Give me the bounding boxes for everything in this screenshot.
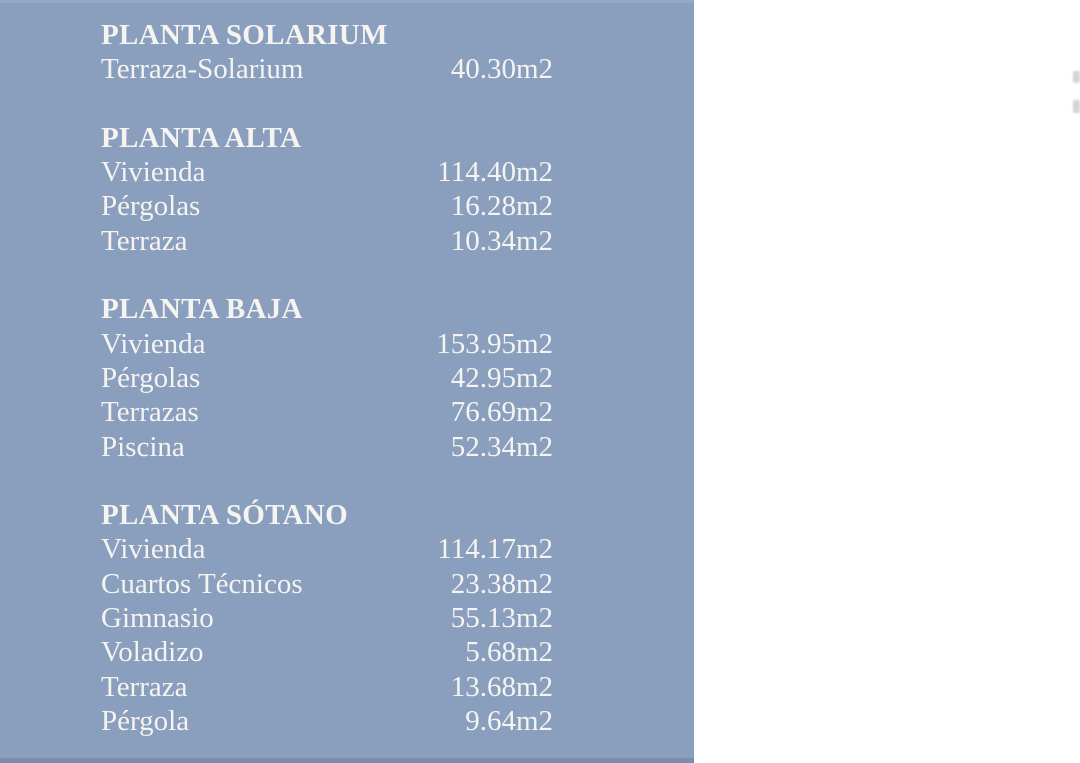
area-label: Voladizo — [101, 636, 204, 669]
area-row — [101, 327, 553, 361]
section-header-row — [101, 121, 553, 155]
area-label: Terraza-Solarium — [101, 53, 304, 86]
section-planta-solarium — [0, 18, 694, 87]
cropped-glyph-artifact — [1073, 71, 1080, 83]
area-row — [101, 189, 553, 223]
area-row — [101, 635, 553, 669]
area-label: Terraza — [101, 224, 188, 257]
cropped-glyph-artifact — [1073, 100, 1080, 113]
area-value: 13.68m2 — [450, 670, 553, 703]
area-value: 5.68m2 — [465, 636, 553, 669]
area-value: 23.38m2 — [450, 567, 553, 600]
area-label: Vivienda — [101, 156, 206, 189]
area-value: 114.17m2 — [437, 533, 553, 566]
area-label: Vivienda — [101, 533, 206, 566]
area-value: 40.30m2 — [450, 53, 553, 86]
area-row — [101, 670, 553, 704]
section-title: PLANTA BAJA — [101, 293, 303, 326]
area-label: Piscina — [101, 430, 185, 463]
area-label: Vivienda — [101, 327, 206, 360]
section-planta-sotano — [0, 498, 694, 738]
area-label: Gimnasio — [101, 602, 214, 635]
area-value: 9.64m2 — [465, 704, 553, 737]
panel-bottom-edge — [0, 758, 694, 763]
area-label: Pérgolas — [101, 361, 201, 394]
section-header-row — [101, 292, 553, 326]
area-row — [101, 430, 553, 464]
area-value: 52.34m2 — [450, 430, 553, 463]
area-row — [101, 361, 553, 395]
area-row — [101, 52, 553, 86]
area-value: 16.28m2 — [450, 190, 553, 223]
area-row — [101, 224, 553, 258]
area-row — [101, 532, 553, 566]
area-row — [101, 704, 553, 738]
panel-top-edge — [0, 0, 694, 3]
area-value: 114.40m2 — [437, 156, 553, 189]
area-row — [101, 567, 553, 601]
area-value: 42.95m2 — [450, 361, 553, 394]
section-title: PLANTA SOLARIUM — [101, 19, 388, 51]
section-header-row — [101, 18, 553, 52]
section-title: PLANTA ALTA — [101, 121, 302, 154]
area-row — [101, 395, 553, 429]
section-planta-baja — [0, 292, 694, 463]
section-title: PLANTA SÓTANO — [101, 499, 348, 532]
area-label: Terrazas — [101, 396, 199, 429]
area-value: 76.69m2 — [450, 396, 553, 429]
area-row — [101, 155, 553, 189]
area-label: Terraza — [101, 670, 188, 703]
area-value: 10.34m2 — [450, 224, 553, 257]
section-header-row — [101, 498, 553, 532]
area-value: 153.95m2 — [436, 327, 553, 360]
area-row — [101, 601, 553, 635]
area-value: 55.13m2 — [450, 602, 553, 635]
area-label: Pérgolas — [101, 190, 201, 223]
area-label: Cuartos Técnicos — [101, 567, 303, 600]
section-planta-alta — [0, 121, 694, 258]
area-label: Pérgola — [101, 704, 190, 737]
